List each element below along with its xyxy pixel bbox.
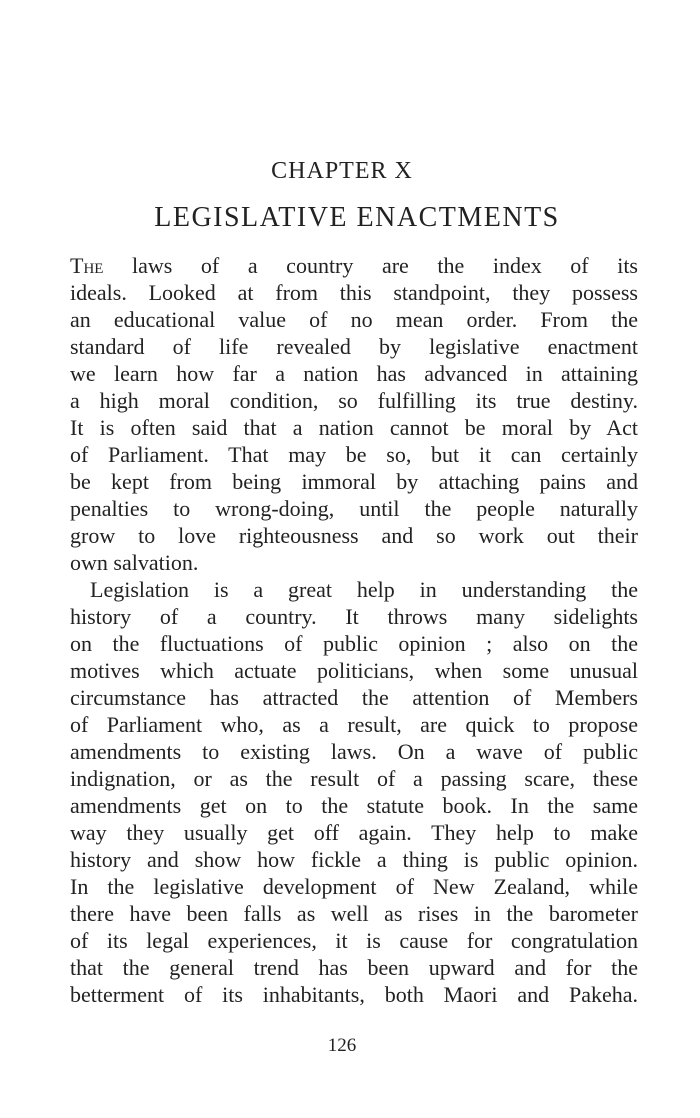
text-line: standard of life revealed by legislative enactment	[70, 334, 638, 359]
text-line: grow to love righteousness and so work out their	[70, 523, 638, 548]
text-line: ideals. Looked at from this standpoint, they possess	[70, 280, 638, 305]
text-line: history of a country. It throws many sidelights	[70, 604, 638, 629]
page-number: 126	[327, 1035, 357, 1056]
text-line: In the legislative development of New Zealand, while	[70, 874, 638, 899]
text-line: amendments get on to the statute book. In the same	[70, 793, 638, 818]
opening-word: The	[70, 253, 104, 278]
text-line: that the general trend has been upward and for the	[70, 955, 638, 980]
text-line: an educational value of no mean order. From the	[70, 307, 638, 332]
text-line: we learn how far a nation has advanced in attaining	[70, 361, 638, 386]
text-line: way they usually get off again. They help to make	[70, 820, 638, 845]
text-line: there have been falls as well as rises in the barometer	[70, 901, 638, 926]
text-line: of Parliament who, as a result, are quick to propose	[70, 712, 638, 737]
text-line: indignation, or as the result of a passing scare, these	[70, 766, 638, 791]
body-text	[70, 252, 638, 1008]
text-line: motives which actuate politicians, when some unusual	[70, 658, 638, 683]
text-line: be kept from being immoral by attaching pains and	[70, 469, 638, 494]
text-line: amendments to existing laws. On a wave of public	[70, 739, 638, 764]
text-line: It is often said that a nation cannot be moral by Act	[70, 415, 638, 440]
text-line	[70, 252, 638, 279]
text-line: history and show how fickle a thing is public opinion.	[70, 847, 638, 872]
chapter-title: LEGISLATIVE ENACTMENTS	[154, 202, 560, 233]
text-line: betterment of its inhabitants, both Maori and Pakeha.	[70, 982, 638, 1007]
text-line: of Parliament. That may be so, but it can certainly	[70, 442, 638, 467]
text-line: of its legal experiences, it is cause for congratulation	[70, 928, 638, 953]
text-line-content: laws of a country are the index of its	[103, 253, 638, 278]
text-line: on the fluctuations of public opinion ; also on the	[70, 631, 638, 656]
text-line: Legislation is a great help in understanding the	[90, 577, 638, 602]
chapter-number: CHAPTER X	[271, 158, 413, 184]
text-line: penalties to wrong-doing, until the people naturally	[70, 496, 638, 521]
text-line: circumstance has attracted the attention of Members	[70, 685, 638, 710]
text-line: a high moral condition, so fulfilling its true destiny.	[70, 388, 638, 413]
text-line: own salvation.	[70, 550, 199, 575]
